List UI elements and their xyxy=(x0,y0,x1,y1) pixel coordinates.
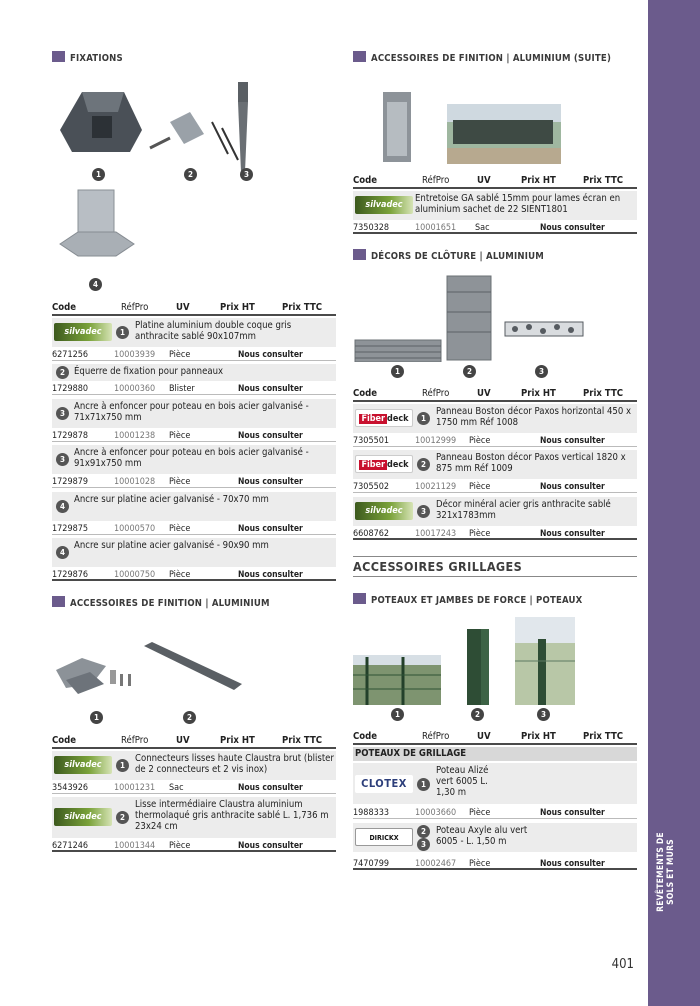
fiberdeck-logo: Fiber deck xyxy=(355,455,413,473)
poteau-axyle-image xyxy=(467,629,489,705)
poteau-photo xyxy=(515,617,575,705)
product-description: DIRICKX 2 3 Poteau Axyle alu vert 6005 - L. 1,50 m xyxy=(353,823,637,852)
caption-4: 4 xyxy=(89,278,102,291)
product-description: silvadec 1 Connecteurs lisses haute Claustra brut (blister de 2 connecteurs et 2 vis inox) xyxy=(52,751,336,780)
page-number: 401 xyxy=(611,957,634,972)
item-number: 2 xyxy=(116,811,129,824)
decor-mineral-image xyxy=(505,322,583,336)
item-number: 3 xyxy=(417,838,430,851)
entretoise-image xyxy=(383,92,411,162)
table-row: 7350328 10001651 Sac Nous consulter xyxy=(353,221,637,234)
table-row: 7470799 10002467 Pièce Nous consulter xyxy=(353,857,637,870)
divider xyxy=(353,576,637,577)
product-description: silvadec 1 Platine aluminium double coque gris anthracite sablé 90x107mm xyxy=(52,318,336,347)
finition-pictures xyxy=(52,640,312,710)
sidebar-label: REVÊTEMENTS DE SOLS ET MURS xyxy=(656,832,676,912)
silvadec-logo: silvadec xyxy=(54,323,112,341)
table-row: 1729876 10000750 Pièce Nous consulter xyxy=(52,568,336,581)
table-row: 1988333 10003660 Pièce Nous consulter xyxy=(353,806,637,819)
table-row: 7305502 10021129 Pièce Nous consulter xyxy=(353,480,637,493)
finition-suite-title: ACCESSOIRES DE FINITION | ALUMINIUM (SUITE) xyxy=(353,51,611,64)
decors-title: DÉCORS DE CLÔTURE | ALUMINIUM xyxy=(353,249,544,262)
item-number: 3 xyxy=(56,453,69,466)
product-description: 3 Ancre à enfoncer pour poteau en bois acier galvanisé - 91x91x750 mm xyxy=(52,445,336,474)
table-row: 7305501 10012999 Pièce Nous consulter xyxy=(353,434,637,447)
fixations-pictures xyxy=(52,82,272,182)
caption-3: 3 xyxy=(537,708,550,721)
table-row: 1729878 10001238 Pièce Nous consulter xyxy=(52,429,336,442)
connecteurs-image xyxy=(56,658,131,694)
product-description: silvadec Entretoise GA sablé 15mm pour lames écran en aluminium sachet de 22 SIENT1801 xyxy=(353,191,637,220)
item-number: 1 xyxy=(116,759,129,772)
caption-1: 1 xyxy=(391,708,404,721)
grillages-title: ACCESSOIRES GRILLAGES xyxy=(353,559,523,574)
ancre-platine-image xyxy=(58,186,138,266)
poteaux-title: POTEAUX ET JAMBES DE FORCE | POTEAUX xyxy=(353,593,582,606)
jardin-photo xyxy=(447,104,561,164)
product-description: 2 Équerre de fixation pour panneaux xyxy=(52,364,336,381)
caption-2: 2 xyxy=(184,168,197,181)
product-description: Fiber deck 1 Panneau Boston décor Paxos horizontal 450 x 1750 mm Réf 1008 xyxy=(353,404,637,433)
table-row: 1729875 10000570 Pièce Nous consulter xyxy=(52,522,336,535)
table-row: 6271256 10003939 Pièce Nous consulter xyxy=(52,348,336,361)
equerre-image xyxy=(150,112,238,160)
fixations-title: FIXATIONS xyxy=(52,51,123,64)
table-row: 3543926 10001231 Sac Nous consulter xyxy=(52,781,336,794)
finition-title: ACCESSOIRES DE FINITION | ALUMINIUM xyxy=(52,596,270,609)
platine-image xyxy=(60,92,142,152)
divider xyxy=(353,556,637,557)
category-sidebar xyxy=(648,0,700,1006)
clotex-logo: CLOTEX xyxy=(355,775,413,793)
item-number: 4 xyxy=(56,546,69,559)
item-number: 4 xyxy=(56,500,69,513)
caption-3: 3 xyxy=(240,168,253,181)
item-number: 1 xyxy=(417,412,430,425)
silvadec-logo: silvadec xyxy=(54,756,112,774)
grillages-table-header: Code RéfPro UV Prix HT Prix TTC xyxy=(353,731,637,745)
fixations-table-header: Code RéfPro UV Prix HT Prix TTC xyxy=(52,302,336,316)
lisse-image xyxy=(144,642,242,690)
panneau-horizontal-image xyxy=(355,340,441,362)
entretoise-pictures xyxy=(373,82,593,168)
dirickx-logo: DIRICKX xyxy=(355,828,413,846)
caption-3: 3 xyxy=(535,365,548,378)
silvadec-logo: silvadec xyxy=(54,808,112,826)
panneau-vertical-image xyxy=(447,276,491,360)
item-number: 3 xyxy=(56,407,69,420)
caption-1: 1 xyxy=(92,168,105,181)
table-row: 1729879 10001028 Pièce Nous consulter xyxy=(52,475,336,488)
caption-2: 2 xyxy=(183,711,196,724)
silvadec-logo: silvadec xyxy=(355,196,413,214)
item-number: 1 xyxy=(116,326,129,339)
finition-table-header: Code RéfPro UV Prix HT Prix TTC xyxy=(52,735,336,749)
poteau-alize-photo xyxy=(353,655,441,705)
table-row: 6271246 10001344 Pièce Nous consulter xyxy=(52,839,336,852)
item-number: 3 xyxy=(417,505,430,518)
product-description: 3 Ancre à enfoncer pour poteau en bois acier galvanisé - 71x71x750 mm xyxy=(52,399,336,428)
fiberdeck-logo: Fiber deck xyxy=(355,409,413,427)
table-row: 6608762 10017243 Pièce Nous consulter xyxy=(353,527,637,540)
product-description: CLOTEX 1 Poteau Alizé vert 6005 L. 1,30 m xyxy=(353,763,637,804)
item-number: 1 xyxy=(417,778,430,791)
decors-table-header: Code RéfPro UV Prix HT Prix TTC xyxy=(353,388,637,402)
product-description: 4 Ancre sur platine acier galvanisé - 90x90 mm xyxy=(52,538,336,567)
product-description: silvadec 2 Lisse intermédiaire Claustra aluminium thermolaqué gris anthracite sablé L. 1,736 m 23x24 cm xyxy=(52,797,336,838)
caption-2: 2 xyxy=(471,708,484,721)
item-number: 2 xyxy=(417,458,430,471)
poteaux-pictures xyxy=(353,615,593,707)
finition-suite-table-header: Code RéfPro UV Prix HT Prix TTC xyxy=(353,175,637,189)
item-number: 2 xyxy=(56,366,69,379)
ancre-image xyxy=(238,82,248,172)
caption-2: 2 xyxy=(463,365,476,378)
product-description: 4 Ancre sur platine acier galvanisé - 70x70 mm xyxy=(52,492,336,521)
silvadec-logo: silvadec xyxy=(355,502,413,520)
product-description: Fiber deck 2 Panneau Boston décor Paxos vertical 1820 x 875 mm Réf 1009 xyxy=(353,450,637,479)
caption-1: 1 xyxy=(391,365,404,378)
caption-1: 1 xyxy=(90,711,103,724)
table-row: 1729880 10000360 Blister Nous consulter xyxy=(52,382,336,395)
decors-pictures xyxy=(353,272,593,362)
product-description: silvadec 3 Décor minéral acier gris anthracite sablé 321x1783mm xyxy=(353,497,637,526)
subhead-poteaux-de-grillage: POTEAUX DE GRILLAGE xyxy=(353,747,637,761)
item-number: 2 xyxy=(417,825,430,838)
